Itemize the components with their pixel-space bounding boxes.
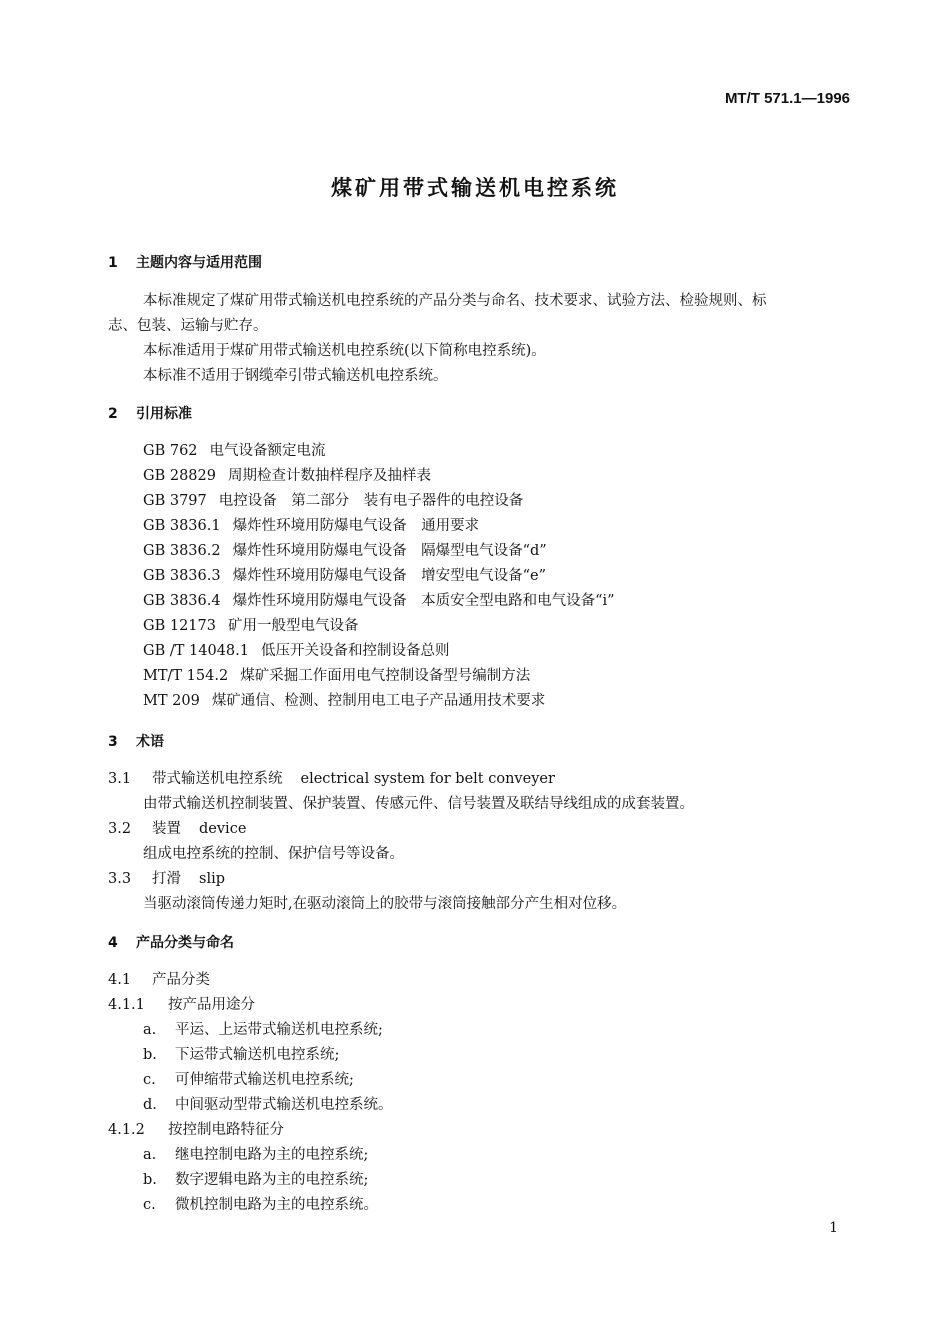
list-marker: a. [143,1147,157,1163]
reference-title: 爆炸性环境用防爆电气设备 通用要求 [232,518,480,534]
list-text: 数字逻辑电路为主的电控系统; [175,1172,369,1188]
reference-item [143,689,545,710]
document-title: 煤矿用带式输送机电控系统 [331,176,619,200]
list-text: 微机控制电路为主的电控系统。 [175,1197,378,1213]
reference-code: GB 3836.4 [143,593,221,609]
subsection-number: 4.1.2 [108,1122,145,1138]
reference-item [143,589,615,610]
reference-code: GB 3836.2 [143,543,221,559]
subsection-4-1 [108,968,210,989]
list-marker: a. [143,1022,157,1038]
paragraph-line: 志、包装、运输与贮存。 [108,318,268,334]
paragraph-line: 本标准规定了煤矿用带式输送机电控系统的产品分类与命名、技术要求、试验方法、检验规则、标 [143,293,767,309]
page-number: 1 [829,1220,838,1236]
subsection-title: 产品分类 [152,972,210,988]
reference-title: 爆炸性环境用防爆电气设备 增安型电气设备“e” [232,568,546,584]
list-marker: b. [143,1047,157,1063]
list-marker: d. [143,1097,157,1113]
term-zh: 带式输送机电控系统 [152,771,283,787]
list-marker: b. [143,1172,157,1188]
reference-title: 低压开关设备和控制设备总则 [260,643,450,659]
reference-code: MT/T 154.2 [143,668,229,684]
section-number: 4 [108,935,118,951]
paragraph: 本标准适用于煤矿用带式输送机电控系统(以下简称电控系统)。 [143,343,546,359]
reference-item [143,614,358,635]
section-3-heading [108,731,164,751]
reference-title: 爆炸性环境用防爆电气设备 隔爆型电气设备“d” [232,543,547,559]
reference-code: GB /T 14048.1 [143,643,249,659]
list-item [143,1043,339,1064]
subsection-4-1-1 [108,993,255,1014]
reference-title: 周期检查计数抽样程序及抽样表 [227,468,431,484]
term-definition: 当驱动滚筒传递力矩时,在驱动滚筒上的胶带与滚筒接触部分产生相对位移。 [143,896,627,912]
term-en: slip [199,871,225,887]
reference-item [143,539,547,560]
list-item [143,1093,393,1114]
term-number: 3.1 [108,771,132,787]
list-text: 平运、上运带式输送机电控系统; [175,1022,383,1038]
list-marker: c. [143,1197,156,1213]
list-item [143,1168,368,1189]
term-3-3 [108,867,225,888]
term-3-1 [108,767,555,788]
reference-item [143,514,479,535]
term-number: 3.2 [108,821,132,837]
list-text: 继电控制电路为主的电控系统; [175,1147,369,1163]
list-item [143,1143,368,1164]
reference-code: GB 762 [143,443,198,459]
term-definition: 组成电控系统的控制、保护信号等设备。 [143,846,404,862]
term-zh: 打滑 [152,871,181,887]
reference-item [143,464,431,485]
subsection-number: 4.1 [108,972,132,988]
term-number: 3.3 [108,871,132,887]
term-en: device [199,821,247,837]
subsection-title: 按产品用途分 [168,997,255,1013]
reference-title: 矿用一般型电气设备 [227,618,359,634]
reference-code: GB 12173 [143,618,216,634]
term-zh: 装置 [152,821,181,837]
list-text: 中间驱动型带式输送机电控系统。 [175,1097,393,1113]
section-number: 3 [108,734,118,750]
reference-item [143,564,546,585]
paragraph: 本标准不适用于钢缆牵引带式输送机电控系统。 [143,368,448,384]
reference-item [143,639,449,660]
list-marker: c. [143,1072,156,1088]
reference-title: 电控设备 第二部分 装有电子器件的电控设备 [218,493,524,509]
reference-code: GB 28829 [143,468,216,484]
reference-item [143,664,530,685]
subsection-4-1-2 [108,1118,284,1139]
subsection-number: 4.1.1 [108,997,145,1013]
term-3-2 [108,817,246,838]
reference-title: 爆炸性环境用防爆电气设备 本质安全型电路和电气设备“i” [232,593,615,609]
section-title: 产品分类与命名 [136,935,234,951]
subsection-title: 按控制电路特征分 [168,1122,284,1138]
reference-title: 煤矿通信、检测、控制用电工电子产品通用技术要求 [211,693,546,709]
term-definition: 由带式输送机控制装置、保护装置、传感元件、信号装置及联结导线组成的成套装置。 [143,796,694,812]
section-title: 引用标准 [136,406,192,422]
reference-code: MT 209 [143,693,200,709]
section-2-heading [108,403,192,423]
list-text: 可伸缩带式输送机电控系统; [175,1072,354,1088]
section-title: 术语 [136,734,164,750]
reference-item [143,439,326,460]
section-number: 2 [108,406,118,422]
section-4-heading [108,932,234,952]
reference-title: 煤矿采掘工作面用电气控制设备型号编制方法 [240,668,531,684]
reference-code: GB 3836.3 [143,568,221,584]
reference-title: 电气设备额定电流 [209,443,326,459]
section-title: 主题内容与适用范围 [136,255,262,271]
list-item [143,1018,383,1039]
reference-code: GB 3836.1 [143,518,221,534]
section-1-heading [108,252,262,272]
reference-item [143,489,523,510]
list-item [143,1193,378,1214]
list-item [143,1068,354,1089]
term-en: electrical system for belt conveyer [300,771,555,787]
section-number: 1 [108,255,118,271]
standard-number: MT/T 571.1—1996 [724,90,850,107]
reference-code: GB 3797 [143,493,207,509]
list-text: 下运带式输送机电控系统; [175,1047,340,1063]
